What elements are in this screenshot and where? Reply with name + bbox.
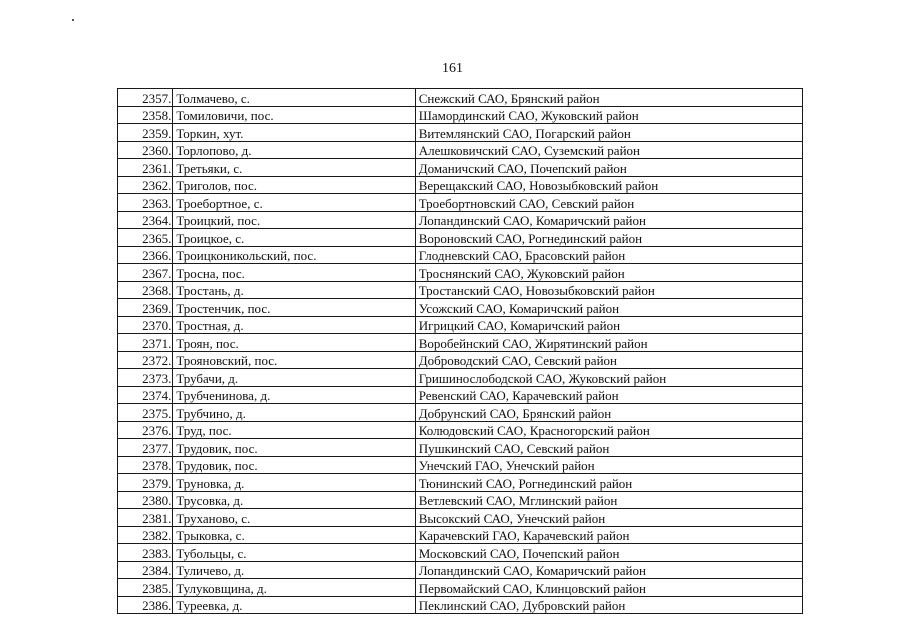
district-name: Воробейнский САО, Жирятинский район	[415, 334, 802, 352]
district-name: Троснянский САО, Жуковский район	[415, 264, 802, 282]
row-number: 2384.	[118, 561, 173, 579]
settlements-table	[117, 88, 803, 614]
table-row	[118, 491, 803, 509]
page-number: 161	[442, 61, 463, 76]
settlement-name: Тулуковщина, д.	[173, 579, 415, 597]
table-row	[118, 596, 803, 614]
row-number: 2370.	[118, 316, 173, 334]
table-row	[118, 106, 803, 124]
row-number: 2368.	[118, 281, 173, 299]
settlement-name: Триголов, пос.	[173, 176, 415, 194]
table-row	[118, 194, 803, 212]
district-name: Глодневский САО, Брасовский район	[415, 246, 802, 264]
settlement-name: Троебортное, с.	[173, 194, 415, 212]
table-row	[118, 421, 803, 439]
district-name: Троебортновский САО, Севский район	[415, 194, 802, 212]
row-number: 2382.	[118, 526, 173, 544]
district-name: Тюнинский САО, Рогнединский район	[415, 474, 802, 492]
settlement-name: Туличево, д.	[173, 561, 415, 579]
row-number: 2379.	[118, 474, 173, 492]
district-name: Алешковичский САО, Суземский район	[415, 141, 802, 159]
table-row	[118, 544, 803, 562]
table-row	[118, 299, 803, 317]
table-row	[118, 474, 803, 492]
settlement-name: Трубчино, д.	[173, 404, 415, 422]
table-row	[118, 89, 803, 107]
district-name: Московский САО, Почепский район	[415, 544, 802, 562]
row-number: 2378.	[118, 456, 173, 474]
table-row	[118, 334, 803, 352]
table-row	[118, 281, 803, 299]
settlement-name: Туреевка, д.	[173, 596, 415, 614]
settlement-name: Трубачи, д.	[173, 369, 415, 387]
district-name: Колюдовский САО, Красногорский район	[415, 421, 802, 439]
district-name: Гришинослободской САО, Жуковский район	[415, 369, 802, 387]
district-name: Вороновский САО, Рогнединский район	[415, 229, 802, 247]
district-name: Лопандинский САО, Комаричский район	[415, 211, 802, 229]
settlement-name: Томиловичи, пос.	[173, 106, 415, 124]
settlement-name: Труханово, с.	[173, 509, 415, 527]
row-number: 2357.	[118, 89, 173, 107]
table-row	[118, 316, 803, 334]
table-row	[118, 509, 803, 527]
settlement-name: Трояновский, пос.	[173, 351, 415, 369]
row-number: 2386.	[118, 596, 173, 614]
table-row	[118, 264, 803, 282]
district-name: Доманичский САО, Почепский район	[415, 159, 802, 177]
table-row	[118, 141, 803, 159]
district-name: Первомайский САО, Клинцовский район	[415, 579, 802, 597]
row-number: 2358.	[118, 106, 173, 124]
settlement-name: Торкин, хут.	[173, 124, 415, 142]
settlement-name: Трудовик, пос.	[173, 456, 415, 474]
row-number: 2373.	[118, 369, 173, 387]
settlement-name: Троицкое, с.	[173, 229, 415, 247]
settlement-name: Трудовик, пос.	[173, 439, 415, 457]
settlement-name: Труд, пос.	[173, 421, 415, 439]
table-row	[118, 176, 803, 194]
district-name: Карачевский ГАО, Карачевский район	[415, 526, 802, 544]
row-number: 2365.	[118, 229, 173, 247]
row-number: 2367.	[118, 264, 173, 282]
table-row	[118, 439, 803, 457]
row-number: 2359.	[118, 124, 173, 142]
settlement-name: Толмачево, с.	[173, 89, 415, 107]
table-row	[118, 124, 803, 142]
row-number: 2383.	[118, 544, 173, 562]
table-row	[118, 369, 803, 387]
row-number: 2374.	[118, 386, 173, 404]
table-row	[118, 456, 803, 474]
district-name: Доброводский САО, Севский район	[415, 351, 802, 369]
row-number: 2377.	[118, 439, 173, 457]
settlement-name: Трубченинова, д.	[173, 386, 415, 404]
table-row	[118, 229, 803, 247]
row-number: 2362.	[118, 176, 173, 194]
row-number: 2375.	[118, 404, 173, 422]
settlement-name: Труновка, д.	[173, 474, 415, 492]
table-row	[118, 211, 803, 229]
row-number: 2361.	[118, 159, 173, 177]
table-row	[118, 561, 803, 579]
row-number: 2385.	[118, 579, 173, 597]
row-number: 2376.	[118, 421, 173, 439]
row-number: 2372.	[118, 351, 173, 369]
settlement-name: Тростенчик, пос.	[173, 299, 415, 317]
settlement-name: Тросна, пос.	[173, 264, 415, 282]
table-row	[118, 579, 803, 597]
settlement-name: Трыковка, с.	[173, 526, 415, 544]
settlement-name: Третьяки, с.	[173, 159, 415, 177]
district-name: Унечский ГАО, Унечский район	[415, 456, 802, 474]
row-number: 2371.	[118, 334, 173, 352]
row-number: 2380.	[118, 491, 173, 509]
settlement-name: Трусовка, д.	[173, 491, 415, 509]
settlement-name: Тростань, д.	[173, 281, 415, 299]
district-name: Верещакский САО, Новозыбковский район	[415, 176, 802, 194]
district-name: Игрицкий САО, Комаричский район	[415, 316, 802, 334]
district-name: Ветлевский САО, Мглинский район	[415, 491, 802, 509]
scan-speck	[72, 19, 74, 21]
row-number: 2381.	[118, 509, 173, 527]
district-name: Добрунский САО, Брянский район	[415, 404, 802, 422]
district-name: Пушкинский САО, Севский район	[415, 439, 802, 457]
settlement-name: Тростная, д.	[173, 316, 415, 334]
district-name: Высокский САО, Унечский район	[415, 509, 802, 527]
table-row	[118, 526, 803, 544]
district-name: Пеклинский САО, Дубровский район	[415, 596, 802, 614]
table-row	[118, 404, 803, 422]
settlements-table-body	[118, 89, 803, 614]
table-row	[118, 159, 803, 177]
row-number: 2369.	[118, 299, 173, 317]
table-row	[118, 351, 803, 369]
district-name: Тростанский САО, Новозыбковский район	[415, 281, 802, 299]
row-number: 2360.	[118, 141, 173, 159]
district-name: Ревенский САО, Карачевский район	[415, 386, 802, 404]
table-row	[118, 386, 803, 404]
district-name: Усожский САО, Комаричский район	[415, 299, 802, 317]
district-name: Витемлянский САО, Погарский район	[415, 124, 802, 142]
settlement-name: Тубольцы, с.	[173, 544, 415, 562]
district-name: Лопандинский САО, Комаричский район	[415, 561, 802, 579]
row-number: 2363.	[118, 194, 173, 212]
district-name: Шамординский САО, Жуковский район	[415, 106, 802, 124]
settlement-name: Троян, пос.	[173, 334, 415, 352]
settlement-name: Торлопово, д.	[173, 141, 415, 159]
settlement-name: Троицконикольский, пос.	[173, 246, 415, 264]
district-name: Снежский САО, Брянский район	[415, 89, 802, 107]
row-number: 2366.	[118, 246, 173, 264]
settlement-name: Троицкий, пос.	[173, 211, 415, 229]
table-row	[118, 246, 803, 264]
row-number: 2364.	[118, 211, 173, 229]
